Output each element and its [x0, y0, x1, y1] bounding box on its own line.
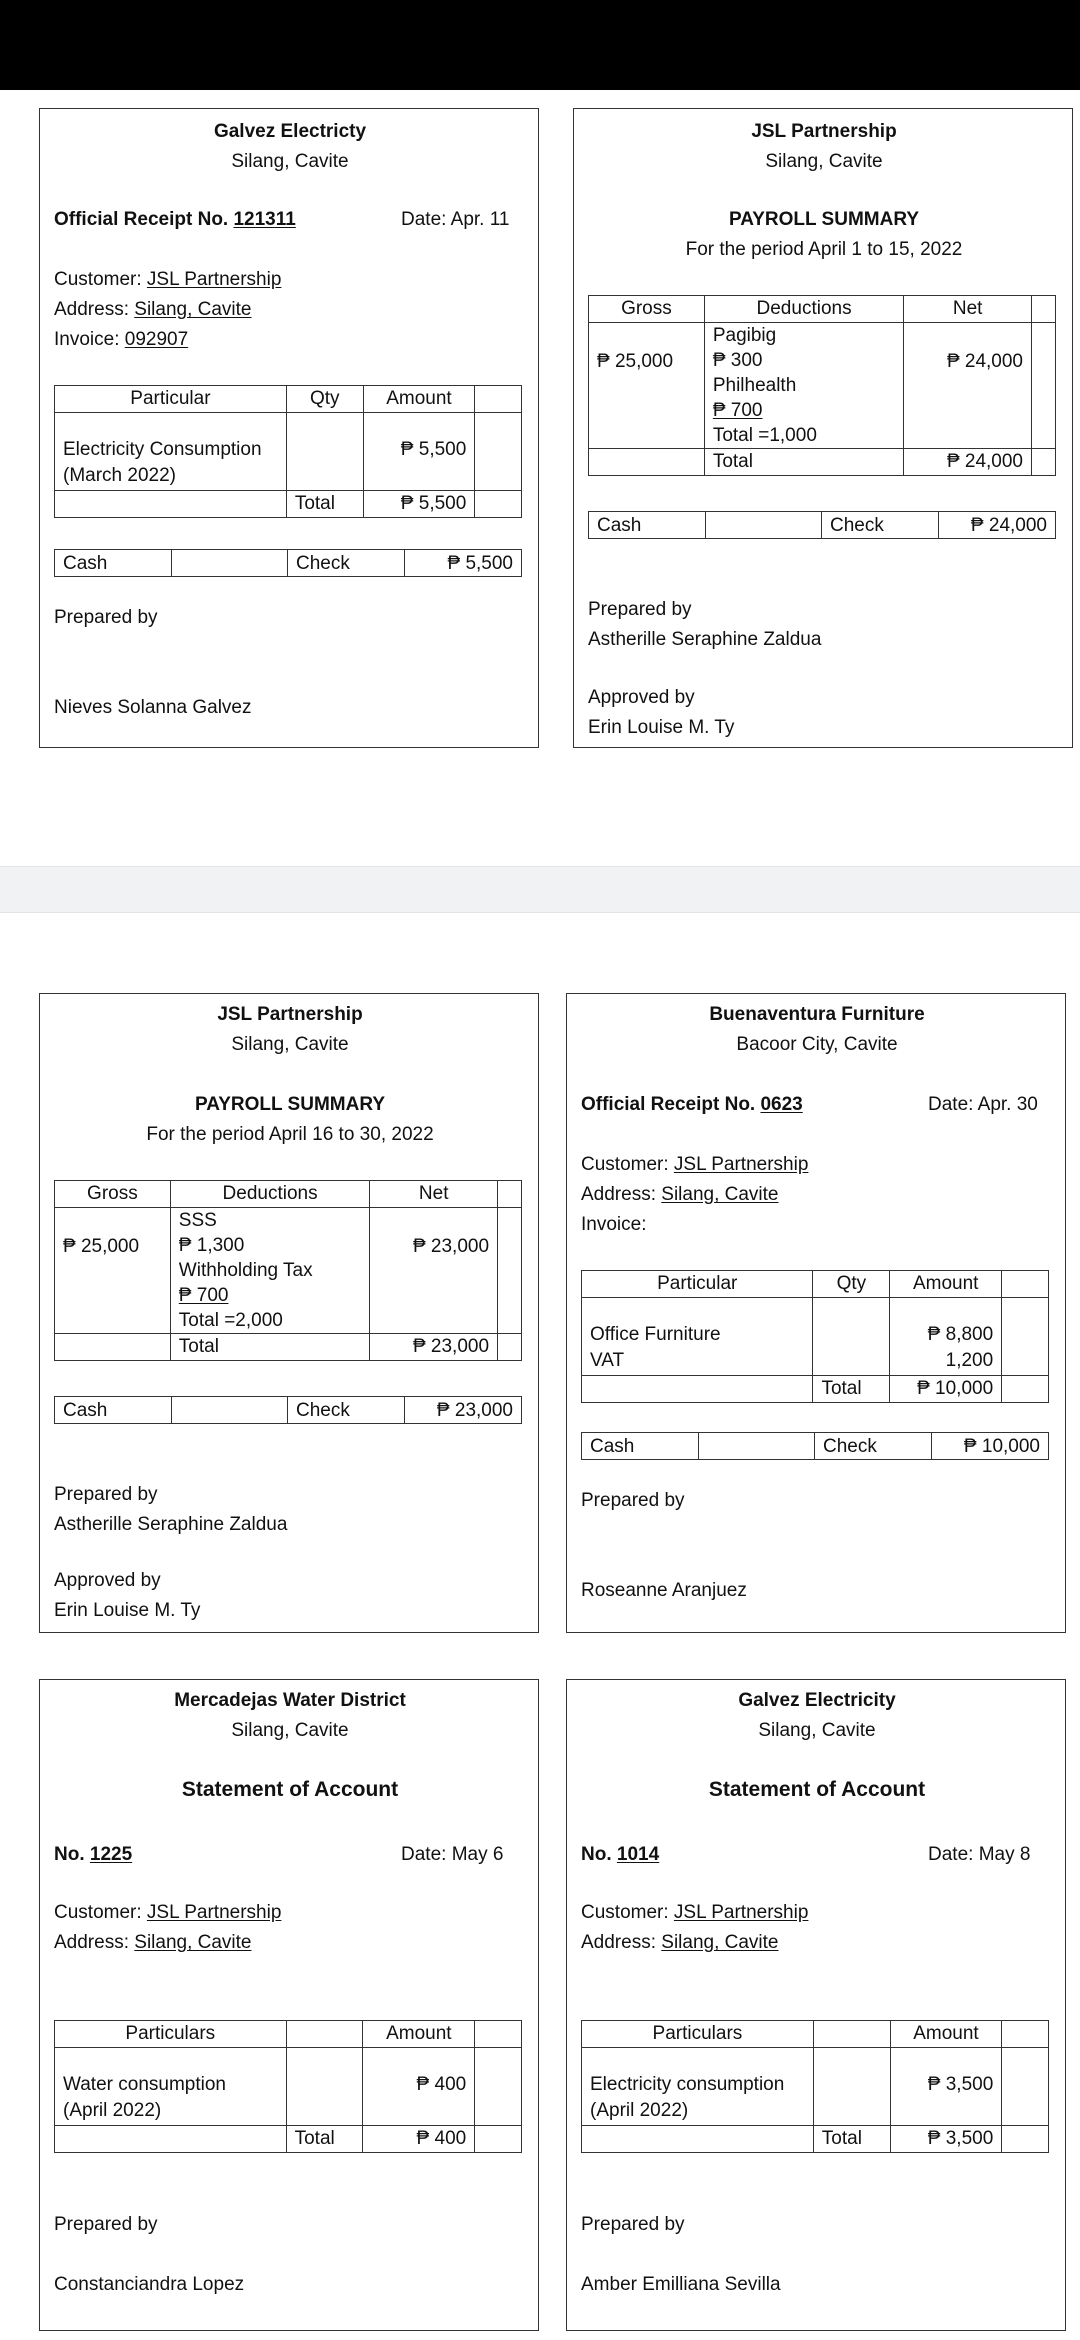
payroll-table	[54, 1180, 522, 1361]
payroll-summary-april-16-30	[39, 993, 539, 1633]
payroll-period: For the period April 16 to 30, 2022	[146, 1124, 434, 1145]
table-total-row: Total ₱ 3,500	[582, 2126, 1049, 2153]
table-total-row: Total ₱ 400	[55, 2126, 522, 2153]
payroll-table	[588, 295, 1056, 476]
address-line: Address: Silang, Cavite	[581, 1932, 779, 1953]
table-row: Electricity consumption (April 2022) ₱ 3,500	[582, 2048, 1049, 2126]
official-receipt-buenaventura	[566, 993, 1066, 1633]
approved-by-label: Approved by	[54, 1570, 161, 1591]
table-total-row: Total ₱ 10,000	[582, 1376, 1049, 1403]
prepared-by-name: Constanciandra Lopez	[54, 2274, 245, 2295]
prepared-by-label: Prepared by	[54, 1484, 158, 1505]
prepared-by-name: Amber Emilliana Sevilla	[581, 2274, 781, 2295]
prepared-by-label: Prepared by	[581, 2214, 685, 2235]
table-row: Electricity Consumption (March 2022) ₱ 5,500	[55, 413, 522, 491]
customer-line: Customer: JSL Partnership	[581, 1154, 809, 1175]
table-header-row: Gross Deductions Net	[589, 296, 1056, 323]
payroll-period: For the period April 1 to 15, 2022	[685, 239, 963, 260]
company-name: Mercadejas Water District	[174, 1690, 406, 1711]
address-line: Address: Silang, Cavite	[54, 299, 252, 320]
approved-by-label: Approved by	[588, 687, 695, 708]
company-address: Silang, Cavite	[231, 1720, 349, 1741]
prepared-by-name: Astherille Seraphine Zaldua	[588, 629, 822, 650]
receipt-date: Date: Apr. 30	[928, 1094, 1038, 1115]
table-row: ₱ 25,000 SSS ₱ 1,300 Withholding Tax ₱ 700 Total =2,000 ₱ 23,000	[55, 1208, 522, 1334]
payroll-title: PAYROLL SUMMARY	[728, 209, 920, 230]
table-row: Water consumption (April 2022) ₱ 400	[55, 2048, 522, 2126]
payment-row: Cash Check ₱ 10,000	[581, 1432, 1049, 1460]
statement-number: No. 1014	[581, 1844, 660, 1865]
table-header-row: Particular Qty Amount	[582, 1271, 1049, 1298]
payroll-summary-april-1-15	[573, 108, 1073, 748]
company-name: JSL Partnership	[217, 1004, 363, 1025]
official-receipt-galvez	[39, 108, 539, 748]
payment-row: Cash Check ₱ 5,500	[54, 549, 522, 577]
particulars-table	[54, 2020, 522, 2153]
payment-row: Cash Check ₱ 23,000	[54, 1396, 522, 1424]
company-name: Galvez Electricty	[213, 121, 367, 142]
prepared-by-name: Nieves Solanna Galvez	[54, 697, 252, 718]
prepared-by-name: Astherille Seraphine Zaldua	[54, 1514, 288, 1535]
company-name: Galvez Electricity	[738, 1690, 896, 1711]
address-line: Address: Silang, Cavite	[54, 1932, 252, 1953]
particulars-table	[54, 385, 522, 518]
receipt-date: Date: Apr. 11	[401, 209, 510, 230]
invoice-line: Invoice:	[581, 1214, 647, 1235]
statement-date: Date: May 8	[928, 1844, 1031, 1865]
section-divider	[0, 866, 1080, 913]
customer-line: Customer: JSL Partnership	[581, 1902, 809, 1923]
approved-by-name: Erin Louise M. Ty	[588, 717, 735, 738]
prepared-by-label: Prepared by	[588, 599, 692, 620]
statement-title: Statement of Account	[708, 1778, 926, 1801]
company-address: Silang, Cavite	[231, 1034, 349, 1055]
payment-row: Cash Check ₱ 24,000	[588, 511, 1056, 539]
particulars-table	[581, 1270, 1049, 1403]
statement-of-account-water	[39, 1679, 539, 2331]
customer-line: Customer: JSL Partnership	[54, 1902, 282, 1923]
particulars-table	[581, 2020, 1049, 2153]
company-address: Silang, Cavite	[231, 151, 349, 172]
approved-by-name: Erin Louise M. Ty	[54, 1600, 201, 1621]
company-name: Buenaventura Furniture	[709, 1004, 925, 1025]
table-header-row: Gross Deductions Net	[55, 1181, 522, 1208]
company-name: JSL Partnership	[751, 121, 897, 142]
statement-title: Statement of Account	[181, 1778, 399, 1801]
table-total-row: Total ₱ 5,500	[55, 491, 522, 518]
top-black-bar	[0, 0, 1080, 90]
prepared-by-label: Prepared by	[581, 1490, 685, 1511]
table-header-row: Particulars Amount	[582, 2021, 1049, 2048]
company-address: Silang, Cavite	[758, 1720, 876, 1741]
table-total-row: Total ₱ 23,000	[55, 1334, 522, 1361]
table-row: Office Furniture VAT ₱ 8,800 1,200	[582, 1298, 1049, 1376]
table-header-row: Particulars Amount	[55, 2021, 522, 2048]
table-header-row: Particular Qty Amount	[55, 386, 522, 413]
table-row: ₱ 25,000 Pagibig ₱ 300 Philhealth ₱ 700 Total =1,000 ₱ 24,000	[589, 323, 1056, 449]
receipt-number: Official Receipt No. 0623	[581, 1094, 803, 1115]
payroll-title: PAYROLL SUMMARY	[194, 1094, 386, 1115]
company-address: Bacoor City, Cavite	[736, 1034, 898, 1055]
prepared-by-label: Prepared by	[54, 2214, 158, 2235]
customer-line: Customer: JSL Partnership	[54, 269, 282, 290]
receipt-number: Official Receipt No. 121311	[54, 209, 296, 230]
prepared-by-label: Prepared by	[54, 607, 158, 628]
prepared-by-name: Roseanne Aranjuez	[581, 1580, 747, 1601]
statement-number: No. 1225	[54, 1844, 133, 1865]
company-address: Silang, Cavite	[765, 151, 883, 172]
statement-date: Date: May 6	[401, 1844, 504, 1865]
address-line: Address: Silang, Cavite	[581, 1184, 779, 1205]
statement-of-account-electricity	[566, 1679, 1066, 2331]
table-total-row: Total ₱ 24,000	[589, 449, 1056, 476]
invoice-line: Invoice: 092907	[54, 329, 189, 350]
